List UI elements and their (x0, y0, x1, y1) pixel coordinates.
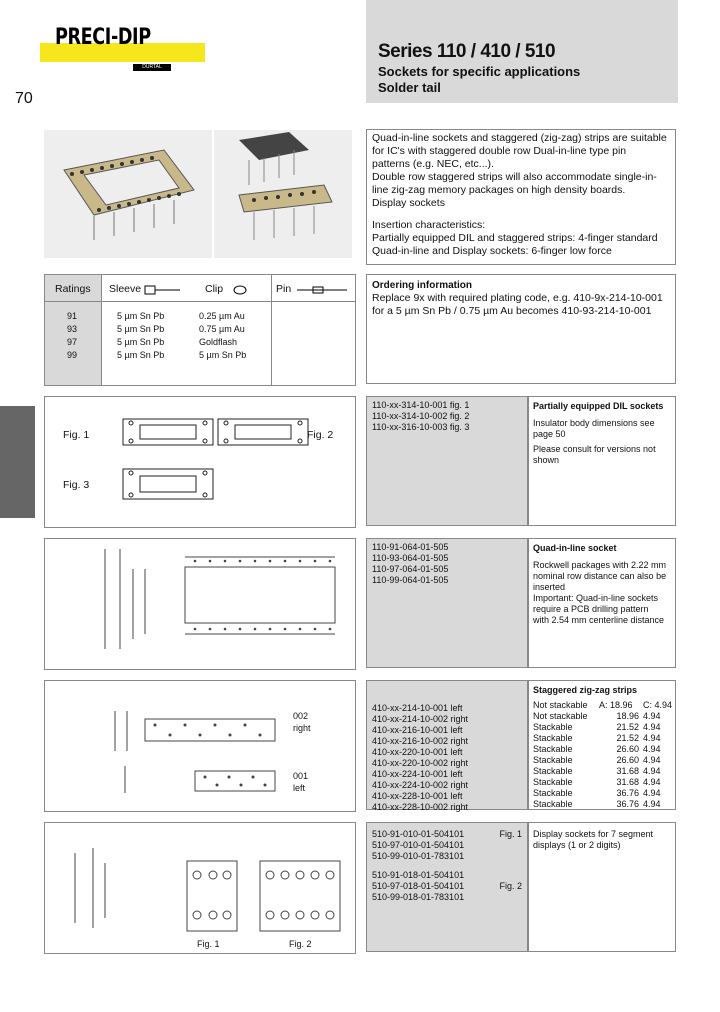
section1-drawings (44, 396, 356, 528)
note-line: page 50 (533, 429, 566, 439)
note-line: displays (1 or 2 digits) (533, 840, 621, 850)
quad-socket-drawing (45, 539, 355, 669)
stackable-status: Stackable (533, 777, 573, 787)
part-number: 510-97-018-01-504101 (372, 881, 465, 891)
stackable-status: Not stackable (533, 700, 588, 710)
section-title: Quad-in-line socket (533, 543, 617, 553)
note-line: with 2.54 mm centerline distance (533, 615, 665, 625)
section4-desc (528, 822, 676, 952)
section1-parts (366, 396, 528, 526)
rating-code: 91 (67, 311, 78, 321)
intro-line: line zig-zag memory packages on high density boards. (372, 184, 626, 196)
fig-label: Fig. 2 (289, 939, 312, 949)
fig-label: Fig. 1 (197, 939, 220, 949)
zigzag-strip-drawing (45, 681, 285, 811)
part-number: 410-xx-216-10-002 right (372, 736, 469, 746)
intro-line: Insertion characteristics: (372, 219, 486, 231)
clip-plating: 0.25 µm Au (199, 311, 245, 321)
part-number: 110-99-064-01-505 (372, 575, 449, 585)
intro-line: Partially equipped DIL and staggered strips: 4-finger standard (372, 232, 658, 244)
sleeve-plating: 5 µm Sn Pb (117, 324, 165, 334)
variant-code: 002 (293, 711, 309, 721)
dim-c: 4.94 (643, 744, 661, 754)
stackable-status: Stackable (533, 733, 573, 743)
part-number: 410-xx-214-10-001 left (372, 703, 463, 713)
sleeve-plating: 5 µm Sn Pb (117, 311, 165, 321)
dim-a: 26.60 (616, 744, 639, 754)
variant-side: right (293, 723, 311, 733)
part-number: 410-xx-220-10-002 right (372, 758, 469, 768)
intro-line: Display sockets (372, 197, 445, 209)
part-number: 410-xx-214-10-002 right (372, 714, 469, 724)
note-line: Important: Quad-in-line sockets (533, 593, 659, 603)
header-sleeve: Sleeve (109, 283, 142, 295)
section2-desc (528, 538, 676, 668)
dim-a: 18.96 (616, 711, 639, 721)
part-number: 510-91-018-01-504101 (372, 870, 465, 880)
stackable-status: Stackable (533, 722, 573, 732)
fig-label: Fig. 2 (307, 429, 334, 441)
section1-desc (528, 396, 676, 526)
header-pin: Pin (276, 283, 292, 295)
note-line: Please consult for versions not (533, 444, 656, 454)
ordering-line: for a 5 µm Sn Pb / 0.75 µm Au becomes 410-93-214-10-001 (372, 305, 652, 317)
section2-drawings (44, 538, 356, 670)
variant-code: 001 (293, 771, 309, 781)
product-photo-dil (44, 130, 212, 258)
section-title: Staggered zig-zag strips (533, 685, 638, 695)
header-ratings: Ratings (55, 283, 91, 295)
stackable-status: Stackable (533, 799, 573, 809)
rating-code: 99 (67, 350, 78, 360)
stackable-status: Stackable (533, 744, 573, 754)
side-tab (0, 406, 35, 518)
part-number: 410-xx-228-10-002 right (372, 802, 469, 812)
part-number: 510-99-010-01-783101 (372, 851, 465, 861)
dim-c: 4.94 (643, 766, 661, 776)
fig-ref: Fig. 1 (499, 829, 522, 839)
ordering-line: Replace 9x with required plating code, e.g. 410-9x-214-10-001 (372, 292, 663, 304)
section4-parts (366, 822, 528, 952)
note-line: Rockwell packages with 2.22 mm (533, 560, 667, 570)
dim-a: 36.76 (616, 799, 639, 809)
part-number: 510-97-010-01-504101 (372, 840, 465, 850)
section3-parts (366, 680, 528, 810)
intro-line: for IC's with staggered double row Dual-in-line type pin (372, 145, 627, 157)
ordering-title: Ordering information (372, 280, 472, 291)
display-socket-drawing (45, 823, 355, 938)
part-number: 110-xx-314-10-002 fig. 2 (372, 411, 470, 421)
product-photo-strips (214, 130, 352, 258)
dim-a: 31.68 (616, 766, 639, 776)
stackable-status: Not stackable (533, 711, 588, 721)
intro-box (366, 129, 676, 265)
dim-c: 4.94 (643, 733, 661, 743)
fig-label: Fig. 3 (63, 479, 90, 491)
intro-line: Quad-in-line sockets and staggered (zig-zag) strips are suitable (372, 132, 667, 144)
dim-a: A: 18.96 (599, 700, 633, 710)
series-title: Series 110 / 410 / 510 (378, 41, 556, 62)
note-line: nominal row distance can also be (533, 571, 667, 581)
part-number: 410-xx-224-10-001 left (372, 769, 463, 779)
rating-code: 93 (67, 324, 78, 334)
stackable-status: Stackable (533, 766, 573, 776)
section4-drawings (44, 822, 356, 954)
part-number: 110-xx-316-10-003 fig. 3 (372, 422, 470, 432)
part-number: 110-xx-314-10-001 fig. 1 (372, 400, 470, 410)
dim-c: 4.94 (643, 722, 661, 732)
dim-c: C: 4.94 (643, 700, 673, 710)
rating-code: 97 (67, 337, 78, 347)
note-line: Display sockets for 7 segment (533, 829, 654, 839)
dim-a: 31.68 (616, 777, 639, 787)
part-number: 110-97-064-01-505 (372, 564, 449, 574)
variant-side: left (293, 783, 306, 793)
intro-line: patterns (e.g. NEC, etc...). (372, 158, 494, 170)
ratings-table (44, 274, 356, 386)
dim-c: 4.94 (643, 788, 661, 798)
sleeve-plating: 5 µm Sn Pb (117, 337, 165, 347)
dim-a: 21.52 (616, 733, 639, 743)
clip-icon (233, 285, 247, 295)
part-number: 410-xx-224-10-002 right (372, 780, 469, 790)
clip-plating: 5 µm Sn Pb (199, 350, 247, 360)
dim-c: 4.94 (643, 777, 661, 787)
page-number: 70 (15, 90, 33, 107)
subtitle-applications: Sockets for specific applications (378, 64, 581, 79)
sleeve-icon (144, 285, 184, 295)
note-line: Insulator body dimensions see (533, 418, 655, 428)
fig-ref: Fig. 2 (499, 881, 522, 891)
clip-plating: Goldflash (199, 337, 238, 347)
note-line: inserted (533, 582, 566, 592)
part-number: 110-93-064-01-505 (372, 553, 449, 563)
dim-c: 4.94 (643, 799, 661, 809)
part-number: 510-99-018-01-783101 (372, 892, 465, 902)
part-number: 410-xx-228-10-001 left (372, 791, 463, 801)
intro-line: Double row staggered strips will also accommodate single-in- (372, 171, 657, 183)
part-number: 110-91-064-01-505 (372, 542, 449, 552)
header-clip: Clip (205, 283, 224, 295)
sleeve-plating: 5 µm Sn Pb (117, 350, 165, 360)
intro-line: Quad-in-line and Display sockets: 6-finger low force (372, 245, 612, 257)
ordering-box (366, 274, 676, 384)
fig-label: Fig. 1 (63, 429, 90, 441)
stackable-status: Stackable (533, 788, 573, 798)
logo-subtext: DURTAL (133, 64, 171, 71)
dim-a: 21.52 (616, 722, 639, 732)
dim-a: 26.60 (616, 755, 639, 765)
section3-drawings (44, 680, 356, 812)
section2-parts (366, 538, 528, 668)
dim-c: 4.94 (643, 755, 661, 765)
dim-a: 36.76 (616, 788, 639, 798)
dim-c: 4.94 (643, 711, 661, 721)
pin-icon (295, 285, 350, 295)
note-line: shown (533, 455, 560, 465)
stackable-status: Stackable (533, 755, 573, 765)
subtitle-solder-tail: Solder tail (378, 80, 441, 95)
note-line: require a PCB drilling pattern (533, 604, 649, 614)
section-title: Partially equipped DIL sockets (533, 401, 664, 411)
section3-desc (528, 680, 676, 810)
part-number: 410-xx-216-10-001 left (372, 725, 463, 735)
logo: PRECI-DIP (55, 25, 151, 50)
part-number: 510-91-010-01-504101 (372, 829, 465, 839)
dil-socket-drawing (45, 397, 345, 517)
clip-plating: 0.75 µm Au (199, 324, 245, 334)
part-number: 410-xx-220-10-001 left (372, 747, 463, 757)
